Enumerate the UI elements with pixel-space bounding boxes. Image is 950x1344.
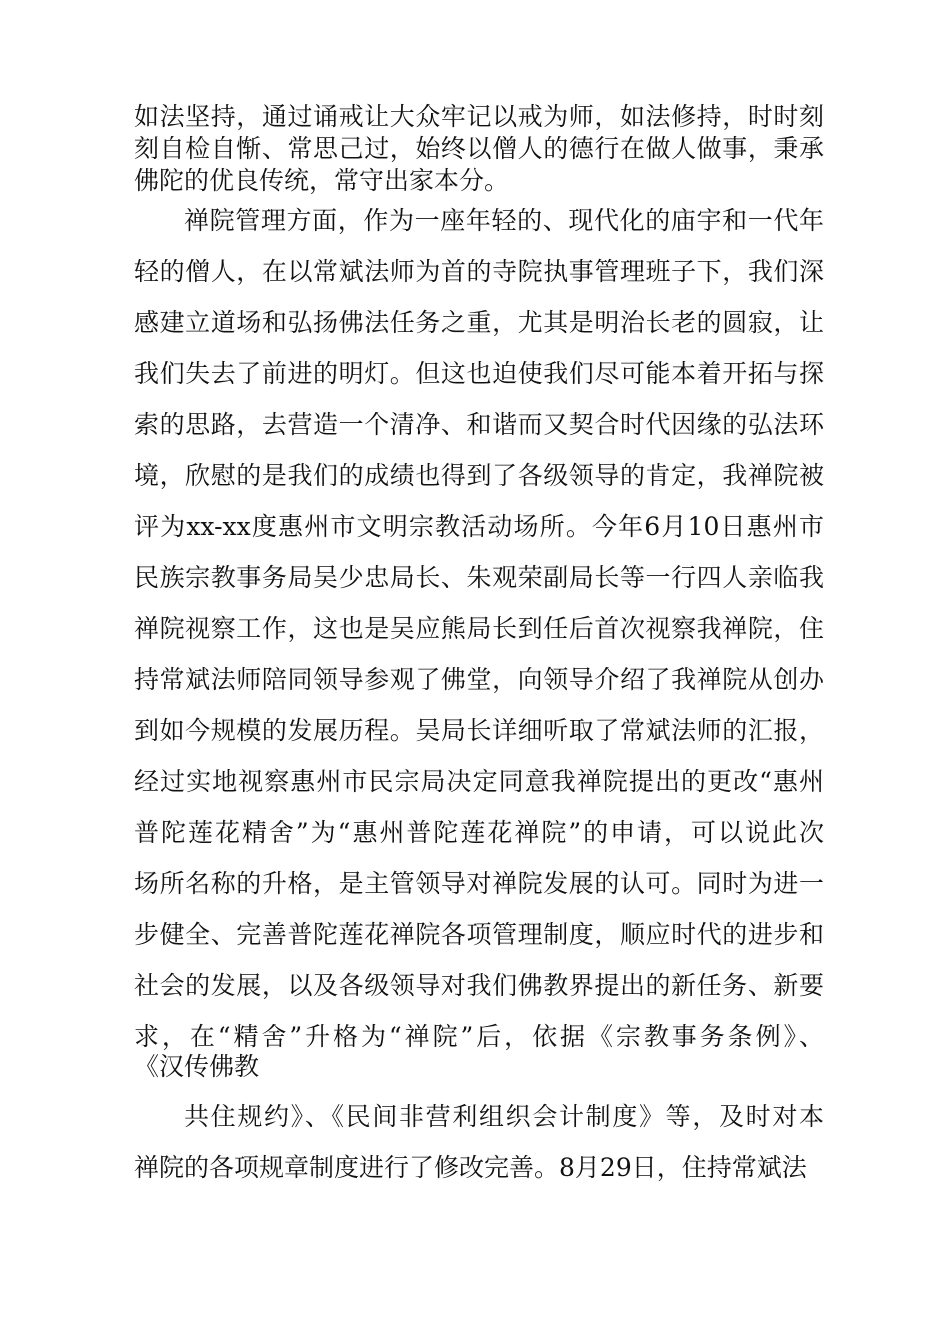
text-line: 刻自检自惭、常思己过，始终以僧人的德行在做人做事，秉承	[134, 134, 824, 163]
text-line: 如法坚持，通过诵戒让大众牢记以戒为师，如法修持，时时刻	[134, 102, 824, 131]
text-line: 佛陀的优良传统，常守出家本分。	[134, 166, 510, 195]
text-line: 场所名称的升格，是主管领导对禅院发展的认可。同时为进一	[134, 869, 824, 898]
text-line: 感建立道场和弘扬佛法任务之重，尤其是明治长老的圆寂，让	[134, 308, 824, 337]
text-line: 轻的僧人，在以常斌法师为首的寺院执事管理班子下，我们深	[134, 257, 824, 286]
text-line: 我们失去了前进的明灯。但这也迫使我们尽可能本着开拓与探	[134, 359, 824, 388]
text-line: 禅院的各项规章制度进行了修改完善。8月29日，住持常斌法	[134, 1153, 807, 1182]
text-line: 禅院视察工作，这也是吴应熊局长到任后首次视察我禅院，住	[134, 614, 824, 643]
text-line: 社会的发展，以及各级领导对我们佛教界提出的新任务、新要	[134, 971, 824, 1000]
text-line: 到如今规模的发展历程。吴局长详细听取了常斌法师的汇报，	[134, 716, 824, 745]
text-line: 索的思路，去营造一个清净、和谐而又契合时代因缘的弘法环	[134, 410, 824, 439]
text-line: 民族宗教事务局吴少忠局长、朱观荣副局长等一行四人亲临我	[134, 563, 824, 592]
text-line: 《汉传佛教	[134, 1052, 260, 1081]
text-line: 求，在“精舍”升格为“禅院”后，依据《宗教事务条例》、	[134, 1022, 824, 1051]
text-line: 经过实地视察惠州市民宗局决定同意我禅院提出的更改“惠州	[134, 767, 824, 796]
text-line: 持常斌法师陪同领导参观了佛堂，向领导介绍了我禅院从创办	[134, 665, 824, 694]
text-line: 禅院管理方面，作为一座年轻的、现代化的庙宇和一代年	[184, 206, 824, 235]
text-line: 境，欣慰的是我们的成绩也得到了各级领导的肯定，我禅院被	[134, 461, 824, 490]
text-line: 共住规约》、《民间非营利组织会计制度》等，及时对本	[184, 1102, 824, 1131]
text-line: 步健全、完善普陀莲花禅院各项管理制度，顺应时代的进步和	[134, 920, 824, 949]
text-line: 评为xx-xx度惠州市文明宗教活动场所。今年6月10日惠州市	[134, 512, 824, 541]
text-line: 普陀莲花精舍”为“惠州普陀莲花禅院”的申请，可以说此次	[134, 818, 824, 847]
